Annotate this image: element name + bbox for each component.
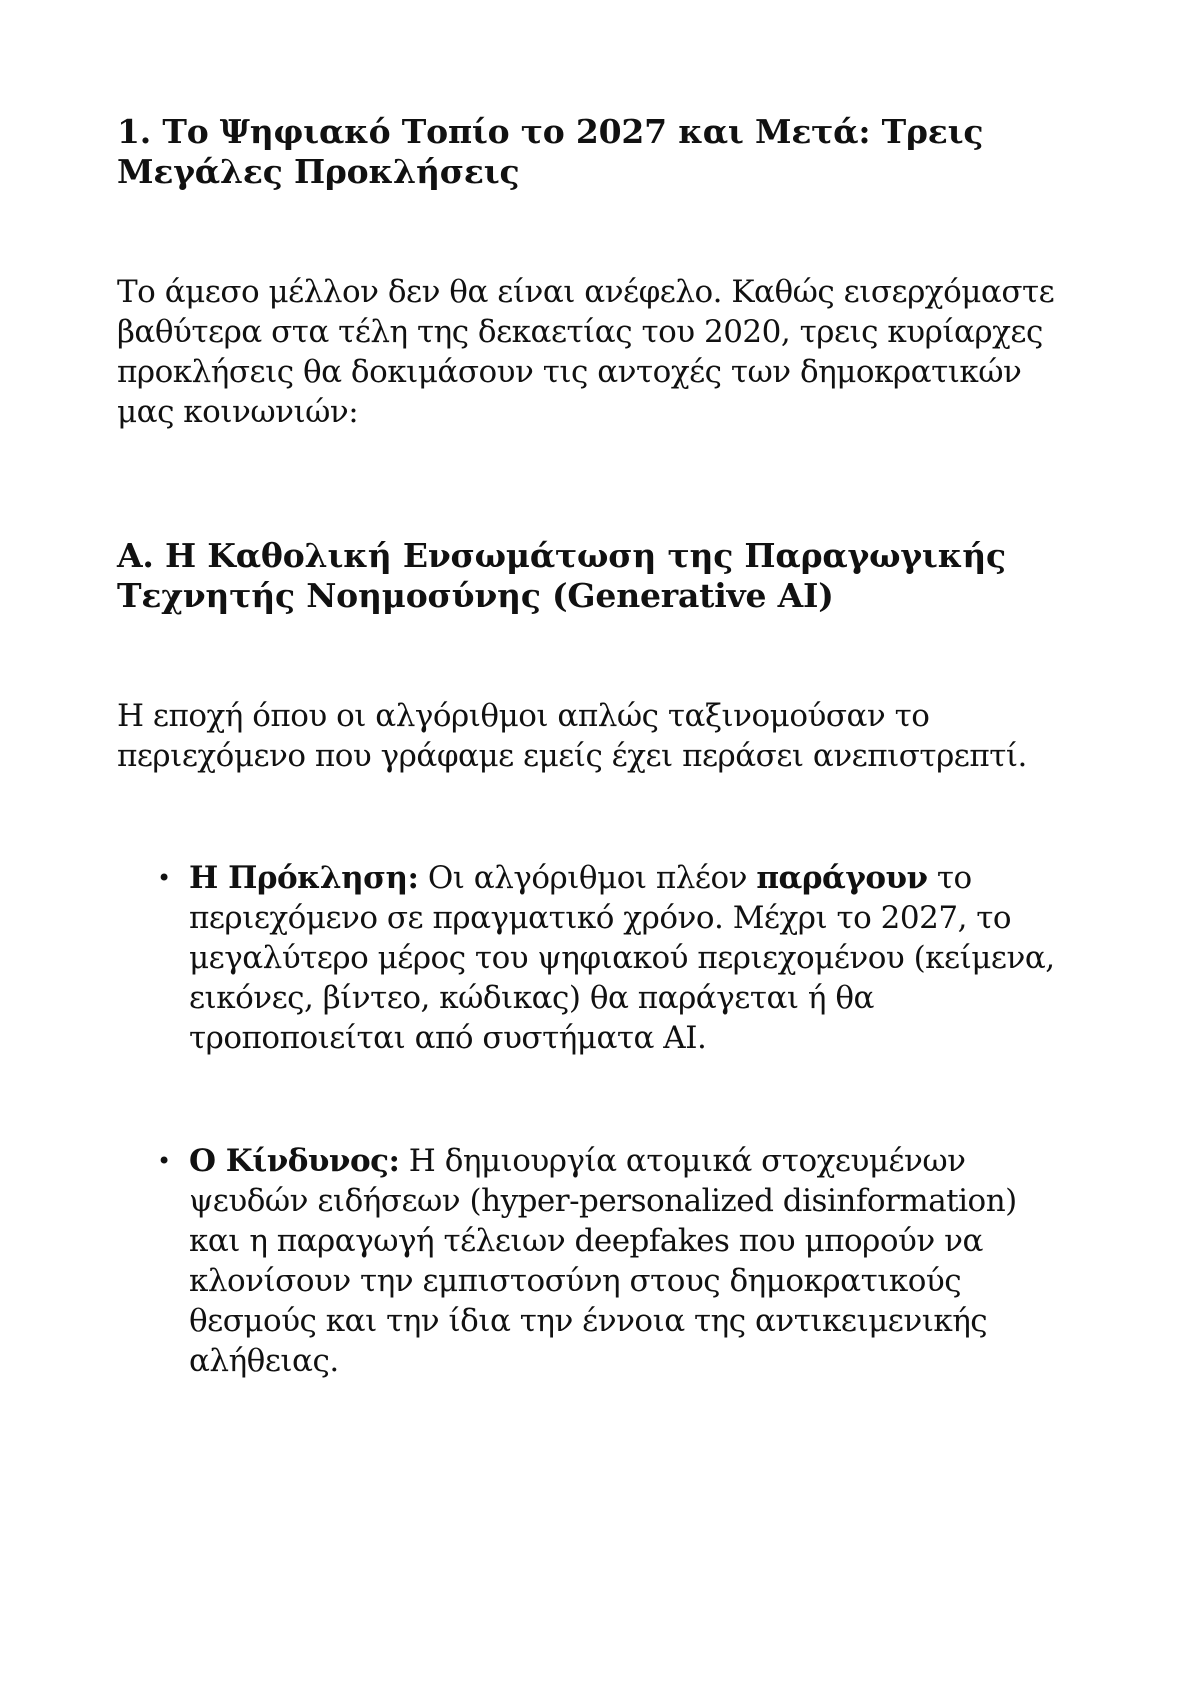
bullet-label: Ο Κίνδυνος: xyxy=(189,1143,400,1179)
subsection-paragraph: Η εποχή όπου οι αλγόριθμοι απλώς ταξινομούσαν το περιεχόμενο που γράφαμε εμείς έχει περάσει ανεπιστρεπτί. xyxy=(117,698,1027,774)
bullet-item-risk xyxy=(117,1141,1077,1381)
section-title: 1. Το Ψηφιακό Τοπίο το 2027 και Μετά: Τρεις Μεγάλες Προκλήσεις xyxy=(117,112,984,191)
bullet-list xyxy=(117,858,1077,1381)
bullet-text: Οι αλγόριθμοι πλέον xyxy=(418,860,757,896)
bullet-icon: • xyxy=(157,1147,171,1175)
document-page xyxy=(117,112,1077,1381)
bullet-text: Η δημιουργία ατομικά στοχευμένων ψευδών ειδήσεων (hyper-personalized disinformation) και η παραγωγή τέλειων deepfakes που μπορούν να κλονίσουν την εμπιστοσύνη στους δημοκρατικούς θεσμούς και την ίδια την έννοια της αντικειμενικής αλήθειας. xyxy=(189,1143,1017,1379)
subsection-title: Α. Η Καθολική Ενσωμάτωση της Παραγωγικής Τεχνητής Νοημοσύνης (Generative AI) xyxy=(117,536,1006,615)
bullet-icon: • xyxy=(157,864,171,892)
bullet-item-challenge xyxy=(117,858,1077,1058)
bullet-label: Η Πρόκληση: xyxy=(189,860,419,896)
intro-paragraph: Το άμεσο μέλλον δεν θα είναι ανέφελο. Καθώς εισερχόμαστε βαθύτερα στα τέλη της δεκαετίας του 2020, τρεις κυρίαρχες προκλήσεις θα δοκιμάσουν τις αντοχές των δημοκρατικών μας κοινωνιών: xyxy=(117,274,1055,430)
bullet-emphasis: παράγουν xyxy=(756,860,928,896)
bullet-text: το περιεχόμενο σε πραγματικό χρόνο. Μέχρι το 2027, το μεγαλύτερο μέρος του ψηφιακού περιεχομένου (κείμενα, εικόνες, βίντεο, κώδικας) θα παράγεται ή θα τροποποιείται από συστήματα AI. xyxy=(189,860,1055,1056)
